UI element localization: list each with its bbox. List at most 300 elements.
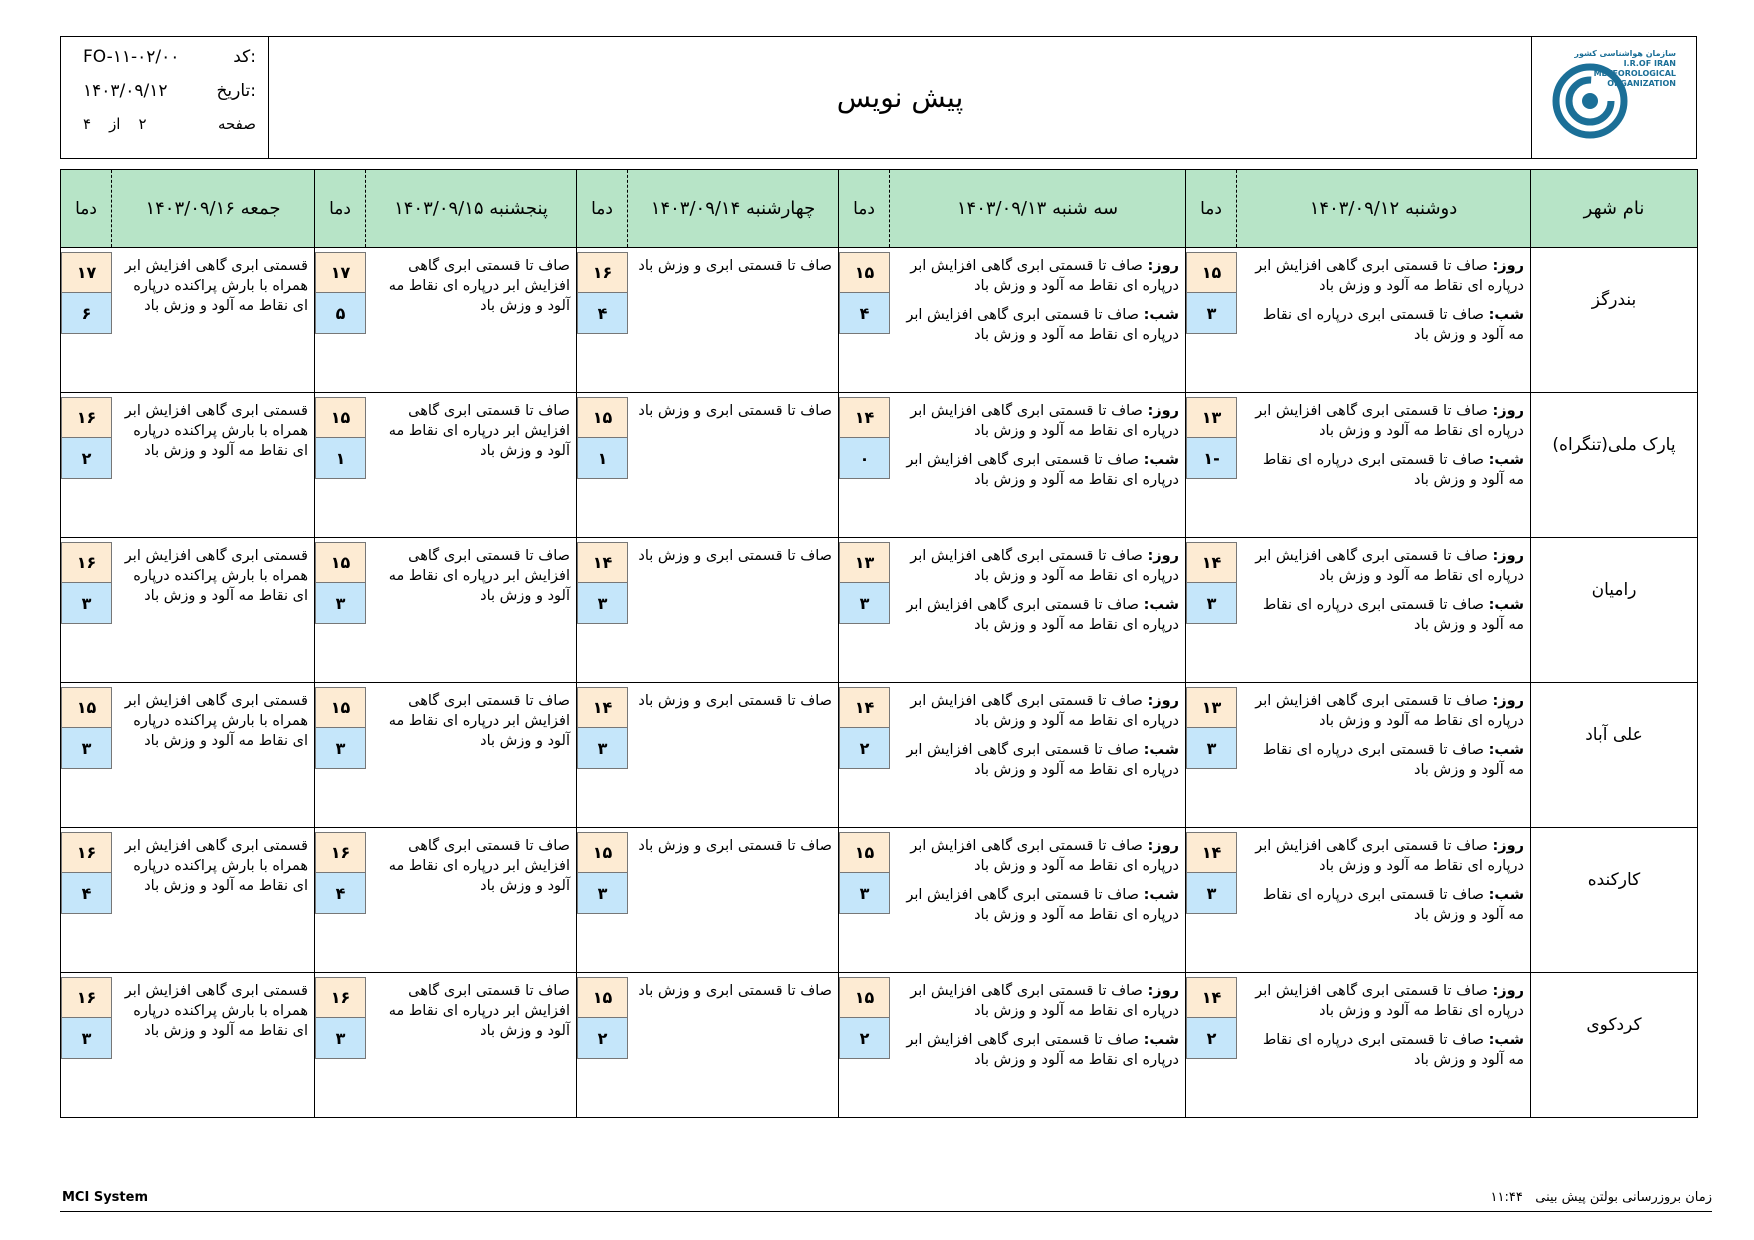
night-forecast [1243, 1030, 1524, 1070]
city-cell [1531, 683, 1698, 828]
day-label: روز: [1492, 258, 1524, 274]
temperature-box [1186, 538, 1237, 682]
temperature-box [839, 973, 890, 1117]
forecast-text: قسمتی ابری گاهی افزایش ابر همراه با بارش پراکنده درپاره ای نقاط مه آلود و وزش باد [124, 403, 308, 459]
min-temp: ۲ [1186, 1018, 1237, 1059]
forecast-cell-content [577, 538, 838, 682]
temperature-box [315, 683, 366, 827]
min-temp: ۴ [839, 293, 890, 334]
night-label: شب: [1143, 452, 1179, 468]
forecast-text: صاف تا قسمتی ابری و وزش باد [638, 838, 832, 854]
forecast-description [1237, 248, 1530, 392]
temperature-box [1186, 683, 1237, 827]
city-cell [1531, 973, 1698, 1118]
temperature-box [577, 973, 628, 1117]
date-value: ۱۴۰۳/۰۹/۱۲ [83, 81, 168, 101]
page-info [83, 115, 147, 133]
day-label: روز: [1147, 258, 1179, 274]
forecast-cell-content [315, 393, 576, 537]
city-name: کارکنده [1587, 870, 1641, 890]
max-temp: ۱۶ [61, 977, 112, 1018]
day-name: دوشنبه ۱۴۰۳/۰۹/۱۲ [1309, 198, 1458, 219]
temperature-box [315, 248, 366, 392]
max-temp: ۱۵ [577, 832, 628, 873]
night-text: صاف تا قسمتی ابری گاهی افزایش ابر درپاره ای نقاط مه آلود و وزش باد [906, 1032, 1179, 1068]
day-forecast [896, 401, 1179, 441]
forecast-cell-content [839, 973, 1185, 1117]
day-column-header [1186, 170, 1531, 248]
max-temp: ۱۶ [61, 832, 112, 873]
night-label: شب: [1488, 887, 1524, 903]
day-forecast [1243, 836, 1524, 876]
day-label: روز: [1147, 693, 1179, 709]
night-forecast [896, 450, 1179, 490]
min-temp: ۳ [1186, 293, 1237, 334]
temp-column-header: دما [315, 170, 366, 247]
day-header-wrap [315, 170, 576, 247]
temperature-box [315, 973, 366, 1117]
forecast-cell [61, 973, 315, 1118]
temperature-box [1186, 393, 1237, 537]
forecast-description [628, 683, 838, 827]
max-temp: ۱۷ [61, 252, 112, 293]
max-temp: ۱۷ [315, 252, 366, 293]
temperature-box [839, 538, 890, 682]
day-forecast [1243, 981, 1524, 1021]
min-temp: ۳ [1186, 873, 1237, 914]
day-column-header [315, 170, 577, 248]
day-label: روز: [1492, 983, 1524, 999]
day-label: روز: [1147, 403, 1179, 419]
page-title: پیش نویس [836, 81, 964, 114]
forecast-description [1237, 973, 1530, 1117]
night-text: صاف تا قسمتی ابری درپاره ای نقاط مه آلود و وزش باد [1262, 742, 1524, 778]
night-label: شب: [1143, 597, 1179, 613]
city-name: علی آباد [1585, 725, 1643, 745]
temperature-box [61, 973, 112, 1117]
forecast-description [112, 828, 314, 972]
footer-divider [60, 1211, 1712, 1212]
max-temp: ۱۳ [1186, 687, 1237, 728]
forecast-cell [577, 973, 839, 1118]
page-of: از [109, 115, 121, 133]
day-text: صاف تا قسمتی ابری گاهی افزایش ابر درپاره ای نقاط مه آلود و وزش باد [910, 983, 1179, 1019]
temperature-box [577, 683, 628, 827]
forecast-cell [1186, 248, 1531, 393]
day-text: صاف تا قسمتی ابری گاهی افزایش ابر درپاره ای نقاط مه آلود و وزش باد [910, 258, 1179, 294]
night-label: شب: [1143, 887, 1179, 903]
forecast-cell [1186, 538, 1531, 683]
min-temp: ۴ [577, 293, 628, 334]
forecast-cell-content [839, 393, 1185, 537]
night-label: شب: [1143, 307, 1179, 323]
temperature-box [577, 828, 628, 972]
code-value: FO-۱۱-۰۲/۰۰ [83, 47, 180, 67]
city-cell [1531, 538, 1698, 683]
max-temp: ۱۵ [61, 687, 112, 728]
max-temp: ۱۵ [315, 542, 366, 583]
forecast-cell [577, 248, 839, 393]
temperature-box [577, 248, 628, 392]
forecast-description [366, 538, 576, 682]
footer-system-name: MCI System [62, 1190, 148, 1205]
forecast-description [628, 538, 838, 682]
day-forecast [1243, 691, 1524, 731]
max-temp: ۱۶ [315, 832, 366, 873]
night-forecast [1243, 305, 1524, 345]
forecast-cell [61, 538, 315, 683]
max-temp: ۱۶ [577, 252, 628, 293]
day-name: سه شنبه ۱۴۰۳/۰۹/۱۳ [956, 198, 1119, 219]
max-temp: ۱۵ [1186, 252, 1237, 293]
day-column-header [61, 170, 315, 248]
forecast-cell [839, 973, 1186, 1118]
forecast-cell-content [315, 248, 576, 392]
min-temp: ۳ [315, 1018, 366, 1059]
max-temp: ۱۴ [577, 542, 628, 583]
forecast-cell [1186, 973, 1531, 1118]
forecast-cell-content [577, 683, 838, 827]
max-temp: ۱۴ [839, 687, 890, 728]
temperature-box [839, 683, 890, 827]
temperature-box [577, 393, 628, 537]
max-temp: ۱۴ [577, 687, 628, 728]
day-text: صاف تا قسمتی ابری گاهی افزایش ابر درپاره ای نقاط مه آلود و وزش باد [910, 548, 1179, 584]
min-temp: ۱ [315, 438, 366, 479]
night-forecast [896, 885, 1179, 925]
min-temp: ۳ [61, 583, 112, 624]
forecast-cell [61, 683, 315, 828]
city-column-header: نام شهر [1531, 170, 1698, 248]
night-forecast [1243, 885, 1524, 925]
night-text: صاف تا قسمتی ابری درپاره ای نقاط مه آلود و وزش باد [1262, 307, 1524, 343]
day-text: صاف تا قسمتی ابری گاهی افزایش ابر درپاره ای نقاط مه آلود و وزش باد [910, 693, 1179, 729]
forecast-cell [315, 248, 577, 393]
forecast-description [366, 828, 576, 972]
temperature-box [839, 828, 890, 972]
city-cell [1531, 828, 1698, 973]
temperature-box [1186, 828, 1237, 972]
forecast-description [628, 393, 838, 537]
min-temp: ۳ [577, 728, 628, 769]
min-temp: ۳ [61, 728, 112, 769]
table-header [61, 170, 1698, 248]
forecast-text: صاف تا قسمتی ابری و وزش باد [638, 693, 832, 709]
page-number: ۲ [138, 115, 147, 133]
temperature-box [315, 393, 366, 537]
night-label: شب: [1143, 1032, 1179, 1048]
code-label: کد: [233, 47, 256, 67]
night-forecast [1243, 740, 1524, 780]
min-temp: ۳ [315, 728, 366, 769]
min-temp: ۳ [61, 1018, 112, 1059]
night-text: صاف تا قسمتی ابری درپاره ای نقاط مه آلود و وزش باد [1262, 452, 1524, 488]
forecast-cell-content [1186, 973, 1530, 1117]
forecast-cell-content [577, 393, 838, 537]
date-label: تاریخ: [216, 81, 256, 101]
forecast-cell [577, 683, 839, 828]
night-text: صاف تا قسمتی ابری درپاره ای نقاط مه آلود و وزش باد [1262, 597, 1524, 633]
forecast-cell [1186, 828, 1531, 973]
day-label: روز: [1147, 983, 1179, 999]
day-header-wrap [839, 170, 1185, 247]
forecast-cell [839, 248, 1186, 393]
forecast-description [890, 393, 1185, 537]
forecast-cell [577, 828, 839, 973]
night-text: صاف تا قسمتی ابری گاهی افزایش ابر درپاره ای نقاط مه آلود و وزش باد [906, 452, 1179, 488]
day-forecast [1243, 546, 1524, 586]
temp-column-header: دما [577, 170, 628, 247]
forecast-description [112, 248, 314, 392]
forecast-description [1237, 538, 1530, 682]
table-row [61, 248, 1698, 393]
forecast-description [112, 393, 314, 537]
forecast-text: صاف تا قسمتی ابری گاهی افزایش ابر درپاره ای نقاط مه آلود و وزش باد [388, 983, 570, 1039]
min-temp: ۳ [577, 583, 628, 624]
night-label: شب: [1488, 597, 1524, 613]
night-text: صاف تا قسمتی ابری گاهی افزایش ابر درپاره ای نقاط مه آلود و وزش باد [906, 887, 1179, 923]
city-cell [1531, 393, 1698, 538]
max-temp: ۱۵ [315, 397, 366, 438]
forecast-cell-content [61, 538, 314, 682]
forecast-description [628, 248, 838, 392]
forecast-text: قسمتی ابری گاهی افزایش ابر همراه با بارش پراکنده درپاره ای نقاط مه آلود و وزش باد [124, 693, 308, 749]
max-temp: ۱۵ [839, 832, 890, 873]
forecast-table [60, 169, 1698, 1118]
min-temp: ۵ [315, 293, 366, 334]
day-forecast [896, 256, 1179, 296]
night-forecast [896, 595, 1179, 635]
forecast-cell [315, 393, 577, 538]
forecast-cell-content [577, 973, 838, 1117]
night-text: صاف تا قسمتی ابری گاهی افزایش ابر درپاره ای نقاط مه آلود و وزش باد [906, 742, 1179, 778]
forecast-cell [61, 393, 315, 538]
logo-line-fa: سازمان هواشناسی کشور [1574, 49, 1676, 58]
night-forecast [1243, 450, 1524, 490]
page-total: ۴ [83, 115, 92, 133]
forecast-cell-content [577, 828, 838, 972]
day-label: روز: [1147, 838, 1179, 854]
forecast-cell-content [61, 248, 314, 392]
forecast-text: صاف تا قسمتی ابری و وزش باد [638, 983, 832, 999]
forecast-cell-content [839, 538, 1185, 682]
day-header-wrap [61, 170, 314, 247]
min-temp: ۲ [61, 438, 112, 479]
logo-line-3: ORGANIZATION [1607, 79, 1676, 88]
night-text: صاف تا قسمتی ابری گاهی افزایش ابر درپاره ای نقاط مه آلود و وزش باد [906, 597, 1179, 633]
min-temp: ۱ [577, 438, 628, 479]
day-label: روز: [1492, 693, 1524, 709]
max-temp: ۱۴ [1186, 832, 1237, 873]
forecast-text: صاف تا قسمتی ابری گاهی افزایش ابر درپاره ای نقاط مه آلود و وزش باد [388, 693, 570, 749]
day-label: روز: [1492, 403, 1524, 419]
max-temp: ۱۵ [839, 977, 890, 1018]
forecast-description [366, 683, 576, 827]
temp-column-header: دما [839, 170, 890, 247]
forecast-text: صاف تا قسمتی ابری گاهی افزایش ابر درپاره ای نقاط مه آلود و وزش باد [388, 838, 570, 894]
night-text: صاف تا قسمتی ابری گاهی افزایش ابر درپاره ای نقاط مه آلود و وزش باد [906, 307, 1179, 343]
night-forecast [896, 305, 1179, 345]
min-temp: ۴ [315, 873, 366, 914]
forecast-text: قسمتی ابری گاهی افزایش ابر همراه با بارش پراکنده درپاره ای نقاط مه آلود و وزش باد [124, 258, 308, 314]
forecast-text: قسمتی ابری گاهی افزایش ابر همراه با بارش پراکنده درپاره ای نقاط مه آلود و وزش باد [124, 838, 308, 894]
night-label: شب: [1488, 742, 1524, 758]
night-forecast [896, 740, 1179, 780]
day-text: صاف تا قسمتی ابری گاهی افزایش ابر درپاره ای نقاط مه آلود و وزش باد [1255, 548, 1524, 584]
day-forecast [896, 691, 1179, 731]
night-text: صاف تا قسمتی ابری درپاره ای نقاط مه آلود و وزش باد [1262, 887, 1524, 923]
city-cell [1531, 248, 1698, 393]
max-temp: ۱۶ [61, 542, 112, 583]
forecast-text: صاف تا قسمتی ابری و وزش باد [638, 548, 832, 564]
forecast-cell [839, 393, 1186, 538]
temperature-box [577, 538, 628, 682]
forecast-cell-content [315, 828, 576, 972]
max-temp: ۱۴ [1186, 542, 1237, 583]
footer-update-time [1491, 1190, 1712, 1205]
logo-text [1574, 49, 1676, 89]
forecast-cell [1186, 393, 1531, 538]
forecast-text: صاف تا قسمتی ابری و وزش باد [638, 258, 832, 274]
forecast-cell-content [1186, 393, 1530, 537]
forecast-cell-content [315, 973, 576, 1117]
max-temp: ۱۶ [315, 977, 366, 1018]
night-label: شب: [1488, 452, 1524, 468]
min-temp: ۲ [839, 728, 890, 769]
forecast-cell-content [1186, 683, 1530, 827]
night-text: صاف تا قسمتی ابری درپاره ای نقاط مه آلود و وزش باد [1262, 1032, 1524, 1068]
day-forecast [1243, 401, 1524, 441]
max-temp: ۱۵ [577, 397, 628, 438]
forecast-text: صاف تا قسمتی ابری گاهی افزایش ابر درپاره ای نقاط مه آلود و وزش باد [388, 403, 570, 459]
city-name: کردکوی [1586, 1015, 1642, 1035]
logo-line-1: I.R.OF IRAN [1623, 59, 1676, 68]
day-column-header [839, 170, 1186, 248]
min-temp: ۰ [839, 438, 890, 479]
night-label: شب: [1488, 1032, 1524, 1048]
day-forecast [896, 981, 1179, 1021]
min-temp: ۳ [1186, 728, 1237, 769]
night-label: شب: [1488, 307, 1524, 323]
forecast-cell-content [61, 828, 314, 972]
forecast-description [890, 538, 1185, 682]
forecast-description [112, 683, 314, 827]
forecast-cell-content [61, 973, 314, 1117]
day-header-wrap [1186, 170, 1530, 247]
night-forecast [896, 1030, 1179, 1070]
day-forecast [896, 546, 1179, 586]
night-forecast [1243, 595, 1524, 635]
document-header [60, 36, 1697, 159]
temperature-box [61, 393, 112, 537]
forecast-description [366, 393, 576, 537]
document-info [61, 37, 269, 158]
city-name: بندرگز [1591, 290, 1637, 310]
forecast-description [890, 828, 1185, 972]
min-temp: ۶ [61, 293, 112, 334]
forecast-cell [839, 538, 1186, 683]
day-text: صاف تا قسمتی ابری گاهی افزایش ابر درپاره ای نقاط مه آلود و وزش باد [1255, 403, 1524, 439]
forecast-text: قسمتی ابری گاهی افزایش ابر همراه با بارش پراکنده درپاره ای نقاط مه آلود و وزش باد [124, 983, 308, 1039]
min-temp: ۳ [839, 583, 890, 624]
forecast-text: قسمتی ابری گاهی افزایش ابر همراه با بارش پراکنده درپاره ای نقاط مه آلود و وزش باد [124, 548, 308, 604]
forecast-cell [1186, 683, 1531, 828]
day-text: صاف تا قسمتی ابری گاهی افزایش ابر درپاره ای نقاط مه آلود و وزش باد [910, 838, 1179, 874]
forecast-cell-content [1186, 248, 1530, 392]
forecast-cell [315, 828, 577, 973]
forecast-text: صاف تا قسمتی ابری و وزش باد [638, 403, 832, 419]
forecast-description [890, 973, 1185, 1117]
min-temp: ۴ [61, 873, 112, 914]
temperature-box [315, 538, 366, 682]
day-label: روز: [1492, 548, 1524, 564]
forecast-description [112, 538, 314, 682]
day-label: روز: [1147, 548, 1179, 564]
day-header-wrap [577, 170, 838, 247]
temperature-box [61, 538, 112, 682]
forecast-description [628, 973, 838, 1117]
forecast-cell [315, 973, 577, 1118]
forecast-cell-content [577, 248, 838, 392]
forecast-cell [315, 683, 577, 828]
table-row [61, 973, 1698, 1118]
day-text: صاف تا قسمتی ابری گاهی افزایش ابر درپاره ای نقاط مه آلود و وزش باد [1255, 983, 1524, 1019]
min-temp: ۲ [577, 1018, 628, 1059]
day-forecast [896, 836, 1179, 876]
forecast-description [366, 973, 576, 1117]
city-name: رامیان [1591, 580, 1637, 600]
day-name: چهارشنبه ۱۴۰۳/۰۹/۱۴ [650, 198, 816, 219]
temperature-box [315, 828, 366, 972]
page-label: صفحه [217, 115, 256, 133]
city-name: پارک ملی(تنگراه) [1552, 435, 1676, 455]
min-temp: ۳ [315, 583, 366, 624]
temperature-box [61, 828, 112, 972]
max-temp: ۱۶ [61, 397, 112, 438]
forecast-cell [839, 683, 1186, 828]
forecast-cell-content [1186, 538, 1530, 682]
max-temp: ۱۵ [839, 252, 890, 293]
forecast-cell [577, 538, 839, 683]
forecast-cell [577, 393, 839, 538]
forecast-text: صاف تا قسمتی ابری گاهی افزایش ابر درپاره ای نقاط مه آلود و وزش باد [388, 548, 570, 604]
forecast-description [366, 248, 576, 392]
forecast-text: صاف تا قسمتی ابری گاهی افزایش ابر درپاره ای نقاط مه آلود و وزش باد [388, 258, 570, 314]
temperature-box [61, 248, 112, 392]
day-text: صاف تا قسمتی ابری گاهی افزایش ابر درپاره ای نقاط مه آلود و وزش باد [910, 403, 1179, 439]
temperature-box [839, 248, 890, 392]
forecast-cell-content [1186, 828, 1530, 972]
min-temp: -۱ [1186, 438, 1237, 479]
temperature-box [1186, 973, 1237, 1117]
table-row [61, 683, 1698, 828]
forecast-cell-content [315, 538, 576, 682]
night-label: شب: [1143, 742, 1179, 758]
day-text: صاف تا قسمتی ابری گاهی افزایش ابر درپاره ای نقاط مه آلود و وزش باد [1255, 838, 1524, 874]
temperature-box [1186, 248, 1237, 392]
forecast-cell [61, 248, 315, 393]
min-temp: ۳ [1186, 583, 1237, 624]
forecast-cell-content [61, 393, 314, 537]
footer-update-label: زمان بروزرسانی بولتن پیش بینی [1535, 1190, 1712, 1205]
forecast-description [1237, 393, 1530, 537]
forecast-description [1237, 828, 1530, 972]
forecast-description [890, 683, 1185, 827]
forecast-cell-content [839, 828, 1185, 972]
min-temp: ۲ [839, 1018, 890, 1059]
day-text: صاف تا قسمتی ابری گاهی افزایش ابر درپاره ای نقاط مه آلود و وزش باد [1255, 258, 1524, 294]
table-body [61, 248, 1698, 1118]
